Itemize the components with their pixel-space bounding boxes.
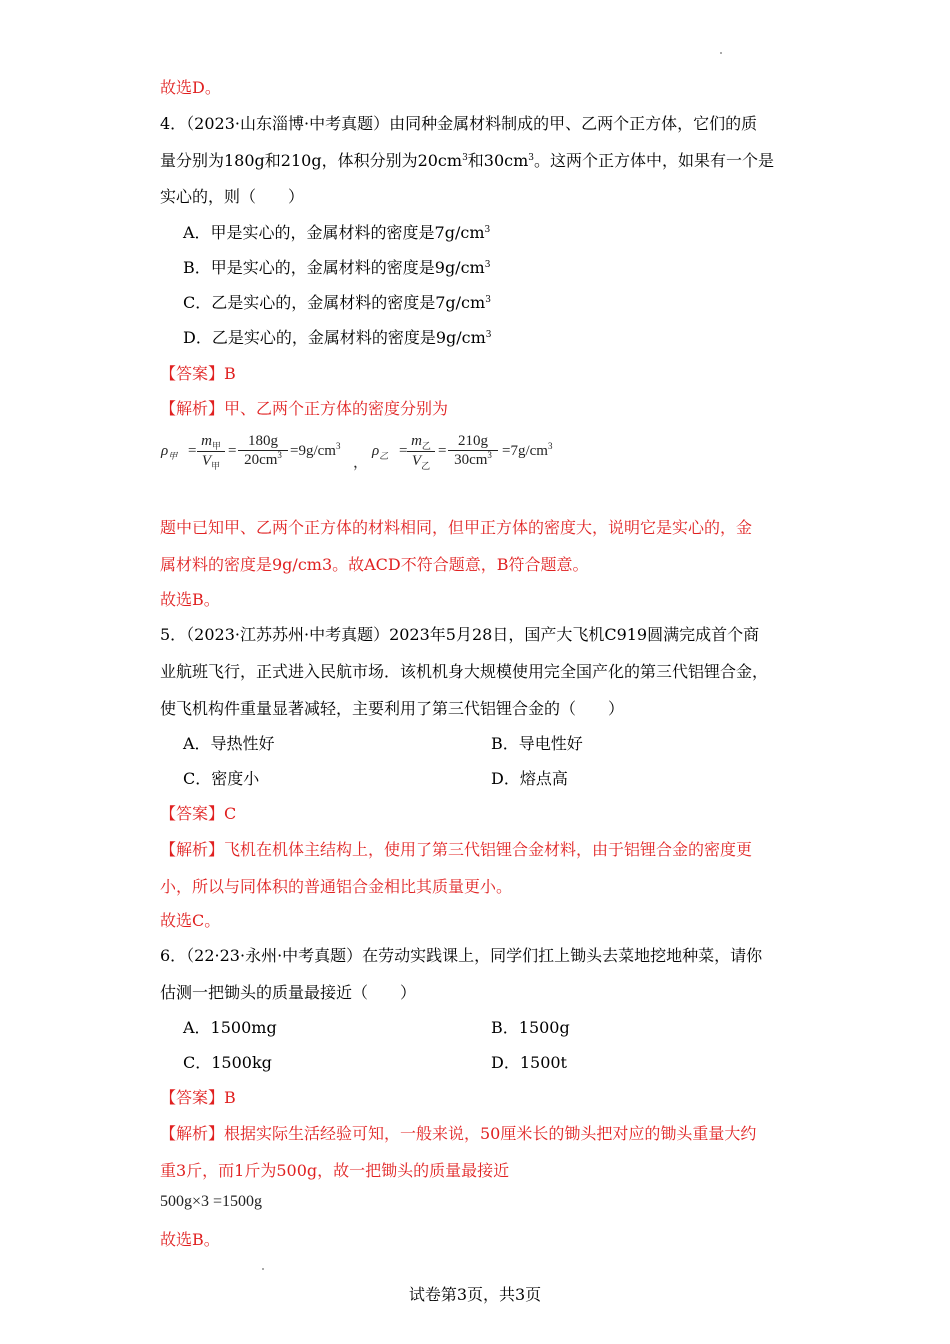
eq-sign: = bbox=[228, 443, 237, 459]
q5-explanation-line1: 【解析】飞机在机体主结构上，使用了第三代铝锂合金材料，由于铝锂合金的密度更 bbox=[160, 840, 753, 859]
q5-explanation-line2: 小，所以与同体积的普通铝合金相比其质量更小。 bbox=[160, 877, 513, 896]
q4-stem-line2: 量分别为180g和210g，体积分别为$20cm^3$和$30cm^3$。这两个正方体中，如果有一个是 bbox=[160, 151, 775, 170]
q4-option-d: D．乙是实心的，金属材料的密度是$9g/cm^3$ bbox=[183, 328, 492, 347]
rho-jia-symbol: $\rho_甲$ bbox=[161, 443, 178, 461]
q6-stem-line1: 6．（22·23·永州·中考真题）在劳动实践课上，同学们扛上锄头去菜地挖地种菜，请你 bbox=[160, 946, 763, 965]
q4-explanation-line3: 属材料的密度是9g/cm3。故ACD不符合题意，B符合题意。 bbox=[160, 555, 589, 574]
fraction-210-over-30: $\frac{210g}{30cm^3}$ bbox=[448, 432, 498, 469]
eq-sign: = bbox=[188, 443, 197, 459]
q5-stem-line3: 使飞机构件重量显著减轻，主要利用了第三代铝锂合金的（ ） bbox=[160, 699, 625, 718]
q4-explanation: 【解析】甲、乙两个正方体的密度分别为 bbox=[160, 399, 449, 418]
q6-conclusion: 故选B。 bbox=[160, 1230, 220, 1249]
q5-stem-line2: 业航班飞行，正式进入民航市场．该机机身大规模使用完全国产化的第三代铝锂合金， bbox=[160, 662, 769, 681]
prev-conclusion: 故选D。 bbox=[160, 78, 221, 97]
rho-yi-symbol: $\rho_乙$ bbox=[372, 443, 389, 461]
q5-answer: 【答案】C bbox=[160, 804, 237, 823]
q5-option-d: D．熔点高 bbox=[491, 769, 568, 788]
result-yi: $=7g/cm^3$ bbox=[502, 441, 553, 459]
q4-option-a: A．甲是实心的，金属材料的密度是$7g/cm^3$ bbox=[183, 223, 491, 242]
q6-option-c: C．1500kg bbox=[183, 1053, 272, 1072]
fraction-180-over-20: $\frac{180g}{20cm^3}$ bbox=[238, 432, 288, 469]
result-jia: $=9g/cm^3$ bbox=[290, 441, 341, 459]
page-footer: 试卷第3页，共3页 bbox=[408, 1285, 542, 1304]
fraction-m-over-v-yi: $m_乙$ $V_乙$ bbox=[407, 432, 435, 471]
q5-option-b: B．导电性好 bbox=[491, 734, 583, 753]
q4-option-b: B．甲是实心的，金属材料的密度是$9g/cm^3$ bbox=[183, 258, 491, 277]
bottom-mark bbox=[262, 1268, 264, 1270]
q6-calculation: 500g×3 =1500g bbox=[160, 1193, 263, 1210]
q6-explanation-line1: 【解析】根据实际生活经验可知，一般来说，50厘米长的锄头把对应的锄头重量大约 bbox=[160, 1124, 757, 1143]
q5-option-c: C．密度小 bbox=[183, 769, 260, 788]
formula-comma: ， bbox=[353, 455, 369, 471]
fraction-m-over-v-jia: $m_甲$ $V_甲$ bbox=[197, 432, 225, 471]
q5-option-a: A．导热性好 bbox=[183, 734, 275, 753]
corner-mark bbox=[720, 52, 722, 54]
q4-answer: 【答案】B bbox=[160, 364, 236, 383]
eq-sign: = bbox=[438, 443, 447, 459]
q6-option-b: B．1500g bbox=[491, 1018, 570, 1037]
q6-option-a: A．1500mg bbox=[183, 1018, 277, 1037]
q4-explanation-line2: 题中已知甲、乙两个正方体的材料相同，但甲正方体的密度大，说明它是实心的，金 bbox=[160, 518, 753, 537]
q4-stem-line1: 4．（2023·山东淄博·中考真题）由同种金属材料制成的甲、乙两个正方体，它们的质 bbox=[160, 114, 758, 133]
q6-answer: 【答案】B bbox=[160, 1088, 236, 1107]
q5-stem-line1: 5．（2023·江苏苏州·中考真题）2023年5月28日，国产大飞机C919圆满完成首个商 bbox=[160, 625, 760, 644]
q5-conclusion: 故选C。 bbox=[160, 911, 221, 930]
eq-sign: = bbox=[399, 443, 408, 459]
q6-explanation-line2: 重3斤，而1斤为500g，故一把锄头的质量最接近 bbox=[160, 1161, 510, 1180]
q4-option-c: C．乙是实心的，金属材料的密度是$7g/cm^3$ bbox=[183, 293, 491, 312]
q6-stem-line2: 估测一把锄头的质量最接近（ ） bbox=[160, 983, 417, 1002]
q6-option-d: D．1500t bbox=[491, 1053, 567, 1072]
q4-stem-line3: 实心的，则（ ） bbox=[160, 187, 305, 206]
q4-conclusion: 故选B。 bbox=[160, 590, 220, 609]
